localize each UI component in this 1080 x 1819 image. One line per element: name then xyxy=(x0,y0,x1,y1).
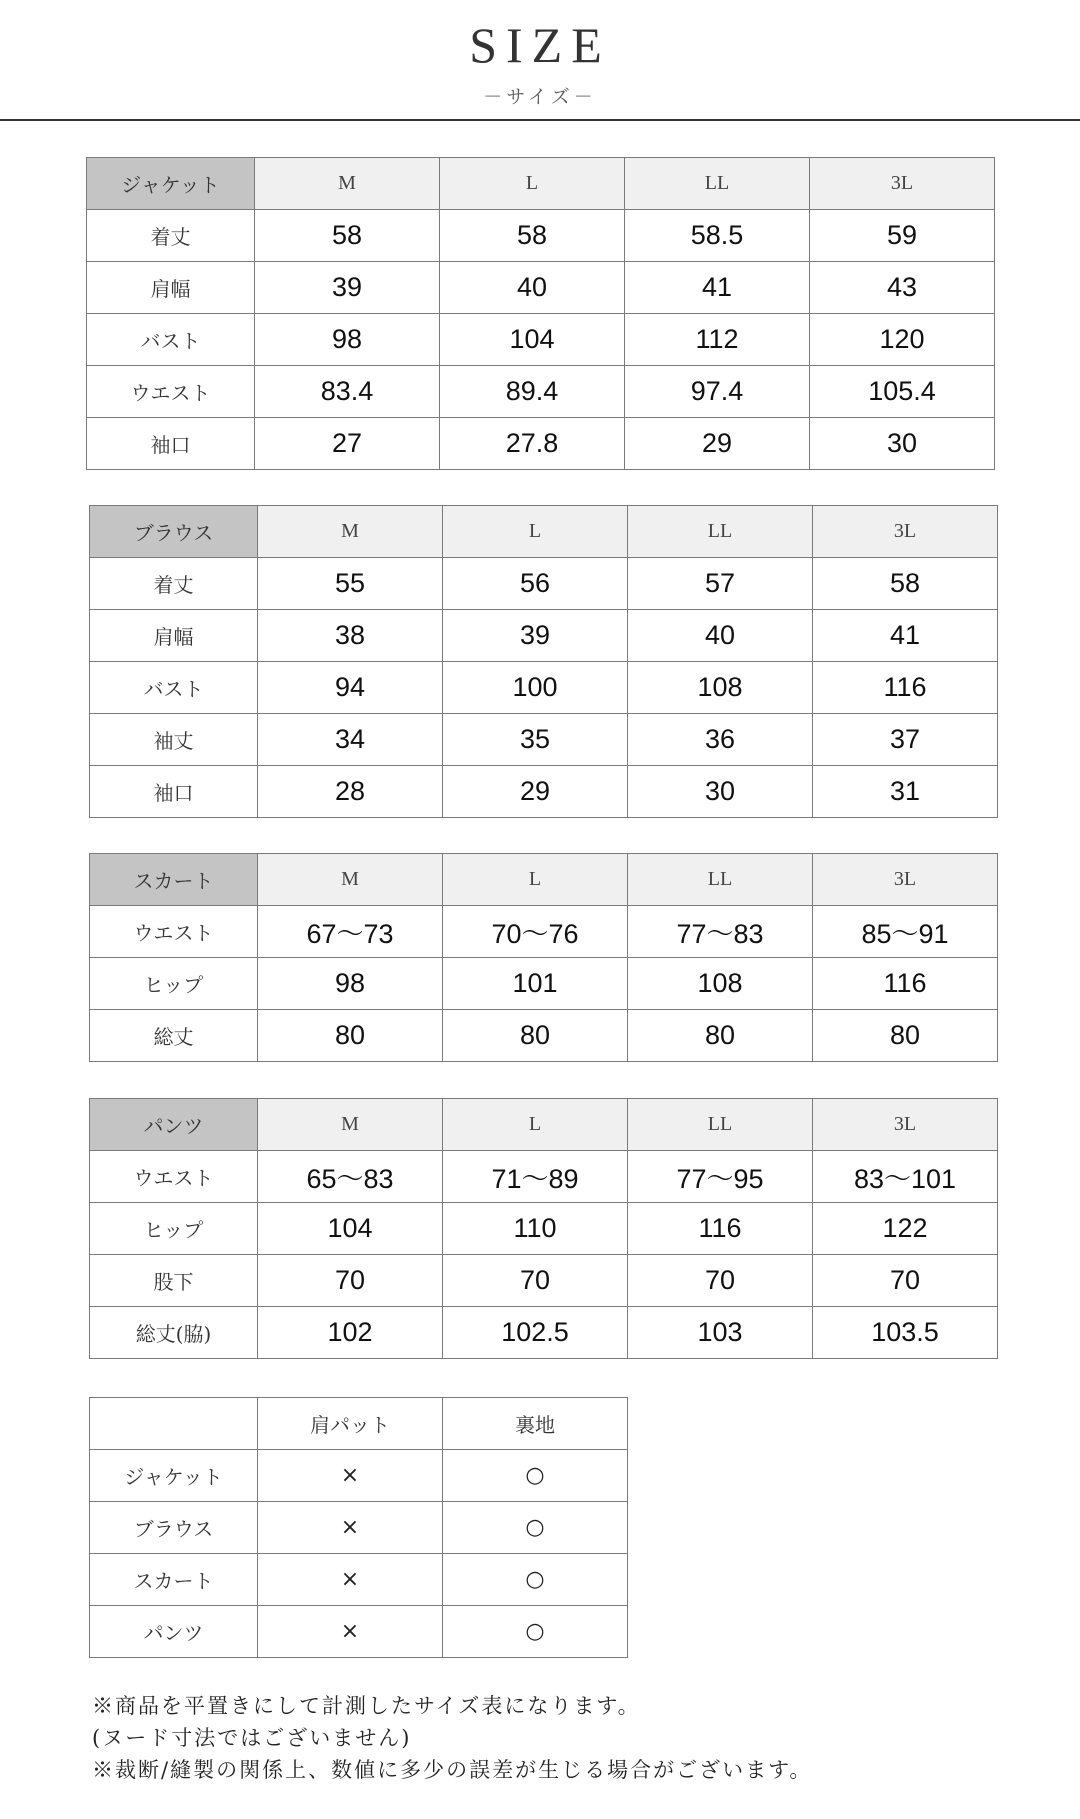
measurement-value: 116 xyxy=(813,958,998,1010)
column-header-shoulder-pad: 肩パット xyxy=(258,1398,443,1450)
measurement-value: 59 xyxy=(810,210,995,262)
measurement-label: 総丈(脇) xyxy=(90,1307,258,1359)
measurement-value: 108 xyxy=(628,958,813,1010)
measurement-value: 102 xyxy=(258,1307,443,1359)
measurement-value: 80 xyxy=(628,1010,813,1062)
size-label: L xyxy=(443,506,628,558)
measurement-label: 袖丈 xyxy=(90,714,258,766)
size-label: 3L xyxy=(813,854,998,906)
measurement-label: 着丈 xyxy=(90,558,258,610)
measurement-value: 71〜89 xyxy=(443,1151,628,1203)
measurement-value: 41 xyxy=(813,610,998,662)
measurement-value: 58.5 xyxy=(625,210,810,262)
measurement-value: 70 xyxy=(443,1255,628,1307)
size-label: M xyxy=(258,854,443,906)
measurement-value: 102.5 xyxy=(443,1307,628,1359)
measurement-value: 28 xyxy=(258,766,443,818)
size-label: LL xyxy=(628,506,813,558)
measurement-notes xyxy=(92,1690,812,1786)
measurement-value: 70 xyxy=(258,1255,443,1307)
measurement-value: 120 xyxy=(810,314,995,366)
measurement-value: 94 xyxy=(258,662,443,714)
note-line: (ヌード寸法ではございません) xyxy=(92,1726,412,1750)
measurement-value: 57 xyxy=(628,558,813,610)
note-line: ※裁断/縫製の関係上、数値に多少の誤差が生じる場合がございます。 xyxy=(92,1758,813,1782)
measurement-value: 104 xyxy=(258,1203,443,1255)
table-row xyxy=(90,958,998,1010)
size-label: LL xyxy=(628,1099,813,1151)
measurement-value: 104 xyxy=(440,314,625,366)
table-header-row xyxy=(87,158,995,210)
measurement-label: バスト xyxy=(87,314,255,366)
measurement-value: 40 xyxy=(440,262,625,314)
measurement-value: 37 xyxy=(813,714,998,766)
measurement-value: 58 xyxy=(813,558,998,610)
measurement-value: 98 xyxy=(255,314,440,366)
table-row xyxy=(90,1255,998,1307)
measurement-value: 77〜95 xyxy=(628,1151,813,1203)
measurement-value: 80 xyxy=(813,1010,998,1062)
size-label: 3L xyxy=(810,158,995,210)
table-row xyxy=(87,262,995,314)
measurement-value: 29 xyxy=(443,766,628,818)
measurement-value: 27 xyxy=(255,418,440,470)
shoulder-pad-value: × xyxy=(258,1606,443,1658)
measurement-value: 31 xyxy=(813,766,998,818)
measurement-value: 83〜101 xyxy=(813,1151,998,1203)
table-row xyxy=(90,906,998,958)
size-label: L xyxy=(443,854,628,906)
measurement-value: 39 xyxy=(255,262,440,314)
page-header xyxy=(0,0,1080,122)
measurement-label: ウエスト xyxy=(90,906,258,958)
size-label: L xyxy=(440,158,625,210)
measurement-value: 85〜91 xyxy=(813,906,998,958)
measurement-value: 58 xyxy=(255,210,440,262)
table-row xyxy=(90,714,998,766)
measurement-value: 35 xyxy=(443,714,628,766)
measurement-label: 総丈 xyxy=(90,1010,258,1062)
table-row xyxy=(90,1203,998,1255)
skirt-size-table xyxy=(89,853,998,1062)
measurement-label: 肩幅 xyxy=(87,262,255,314)
measurement-value: 43 xyxy=(810,262,995,314)
header-divider xyxy=(0,119,1080,121)
measurement-value: 112 xyxy=(625,314,810,366)
measurement-label: 袖口 xyxy=(87,418,255,470)
note-line: ※商品を平置きにして計測したサイズ表になります。 xyxy=(92,1694,641,1718)
category-label: ブラウス xyxy=(90,506,258,558)
measurement-value: 80 xyxy=(443,1010,628,1062)
table-row xyxy=(90,1151,998,1203)
measurement-value: 27.8 xyxy=(440,418,625,470)
shoulder-pad-value: × xyxy=(258,1554,443,1606)
lining-value: ○ xyxy=(443,1606,628,1658)
jacket-size-table xyxy=(86,157,995,470)
item-label: ジャケット xyxy=(90,1450,258,1502)
measurement-value: 55 xyxy=(258,558,443,610)
table-row xyxy=(90,766,998,818)
table-row xyxy=(90,558,998,610)
table-row xyxy=(90,1606,628,1658)
table-row xyxy=(90,1502,628,1554)
measurement-value: 101 xyxy=(443,958,628,1010)
lining-value: ○ xyxy=(443,1554,628,1606)
measurement-value: 67〜73 xyxy=(258,906,443,958)
item-label: スカート xyxy=(90,1554,258,1606)
measurement-value: 30 xyxy=(810,418,995,470)
measurement-value: 36 xyxy=(628,714,813,766)
measurement-label: 股下 xyxy=(90,1255,258,1307)
size-label: LL xyxy=(628,854,813,906)
measurement-value: 65〜83 xyxy=(258,1151,443,1203)
table-row xyxy=(90,610,998,662)
table-row xyxy=(90,1307,998,1359)
corner-cell xyxy=(90,1398,258,1450)
size-label: 3L xyxy=(813,1099,998,1151)
measurement-value: 70〜76 xyxy=(443,906,628,958)
table-row xyxy=(87,366,995,418)
page-title: SIZE xyxy=(469,17,611,73)
measurement-value: 103.5 xyxy=(813,1307,998,1359)
measurement-value: 105.4 xyxy=(810,366,995,418)
measurement-value: 40 xyxy=(628,610,813,662)
measurement-value: 77〜83 xyxy=(628,906,813,958)
measurement-value: 97.4 xyxy=(625,366,810,418)
pants-size-table xyxy=(89,1098,998,1359)
measurement-value: 58 xyxy=(440,210,625,262)
blouse-size-table xyxy=(89,505,998,818)
page-subtitle: －サイズ－ xyxy=(483,86,597,108)
size-label: L xyxy=(443,1099,628,1151)
table-row xyxy=(90,1554,628,1606)
measurement-value: 39 xyxy=(443,610,628,662)
shoulder-pad-value: × xyxy=(258,1450,443,1502)
shoulder-pad-value: × xyxy=(258,1502,443,1554)
measurement-label: ヒップ xyxy=(90,1203,258,1255)
measurement-label: 袖口 xyxy=(90,766,258,818)
size-label: M xyxy=(255,158,440,210)
measurement-label: バスト xyxy=(90,662,258,714)
measurement-value: 116 xyxy=(813,662,998,714)
table-header-row xyxy=(90,1398,628,1450)
measurement-value: 100 xyxy=(443,662,628,714)
measurement-value: 103 xyxy=(628,1307,813,1359)
measurement-value: 89.4 xyxy=(440,366,625,418)
size-label: 3L xyxy=(813,506,998,558)
measurement-value: 70 xyxy=(628,1255,813,1307)
lining-value: ○ xyxy=(443,1502,628,1554)
table-row xyxy=(90,662,998,714)
measurement-value: 108 xyxy=(628,662,813,714)
measurement-value: 34 xyxy=(258,714,443,766)
category-label: ジャケット xyxy=(87,158,255,210)
size-label: LL xyxy=(625,158,810,210)
measurement-value: 56 xyxy=(443,558,628,610)
table-header-row xyxy=(90,854,998,906)
measurement-label: 肩幅 xyxy=(90,610,258,662)
measurement-value: 98 xyxy=(258,958,443,1010)
table-row xyxy=(90,1450,628,1502)
column-header-lining: 裏地 xyxy=(443,1398,628,1450)
measurement-value: 70 xyxy=(813,1255,998,1307)
size-label: M xyxy=(258,506,443,558)
measurement-value: 110 xyxy=(443,1203,628,1255)
category-label: スカート xyxy=(90,854,258,906)
table-row xyxy=(90,1010,998,1062)
table-row xyxy=(87,314,995,366)
table-header-row xyxy=(90,506,998,558)
measurement-value: 83.4 xyxy=(255,366,440,418)
table-header-row xyxy=(90,1099,998,1151)
measurement-value: 116 xyxy=(628,1203,813,1255)
table-row xyxy=(87,210,995,262)
measurement-value: 41 xyxy=(625,262,810,314)
measurement-label: 着丈 xyxy=(87,210,255,262)
item-label: ブラウス xyxy=(90,1502,258,1554)
measurement-value: 30 xyxy=(628,766,813,818)
item-label: パンツ xyxy=(90,1606,258,1658)
material-table xyxy=(89,1397,628,1658)
measurement-value: 122 xyxy=(813,1203,998,1255)
category-label: パンツ xyxy=(90,1099,258,1151)
measurement-value: 80 xyxy=(258,1010,443,1062)
lining-value: ○ xyxy=(443,1450,628,1502)
size-label: M xyxy=(258,1099,443,1151)
measurement-value: 29 xyxy=(625,418,810,470)
measurement-label: ウエスト xyxy=(87,366,255,418)
measurement-label: ヒップ xyxy=(90,958,258,1010)
table-row xyxy=(87,418,995,470)
measurement-value: 38 xyxy=(258,610,443,662)
measurement-label: ウエスト xyxy=(90,1151,258,1203)
